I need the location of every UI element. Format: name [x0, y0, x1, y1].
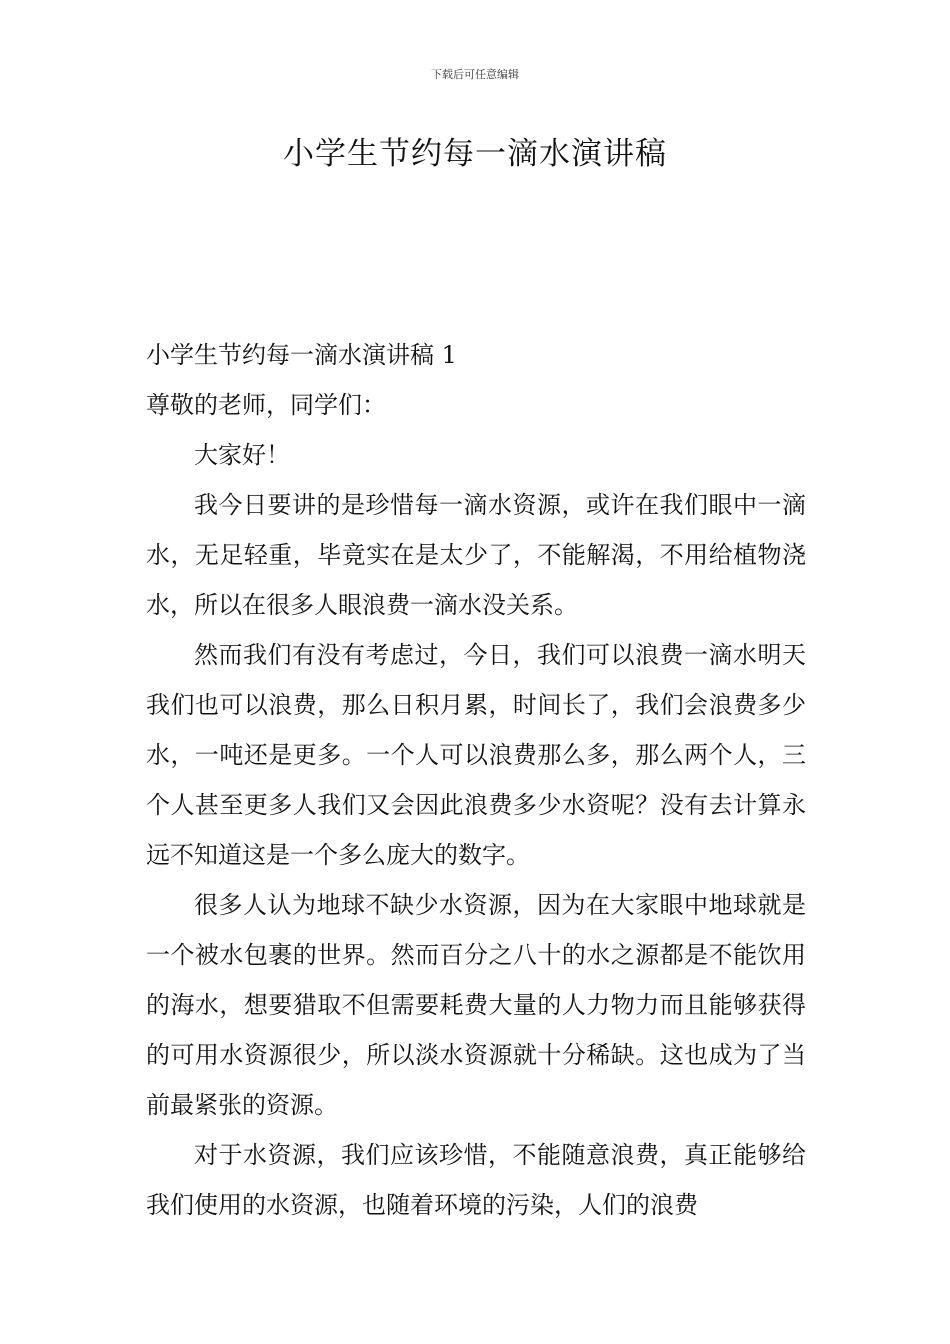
- paragraph: 我今日要讲的是珍惜每一滴水资源，或许在我们眼中一滴水，无足轻重，毕竟实在是太少了，不能解渴，不用给植物浇水，所以在很多人眼浪费一滴水没关系。: [146, 491, 806, 619]
- salutation: 尊敬的老师，同学们：: [146, 391, 386, 419]
- greeting: 大家好！: [194, 441, 290, 469]
- paragraph: 然而我们有没有考虑过，今日，我们可以浪费一滴水明天我们也可以浪费，那么日积月累，时间长了，我们会浪费多少水，一吨还是更多。一个人可以浪费那么多，那么两个人，三个人甚至更多人我们又会因此浪费多少水资呢？没有去计算永远不知道这是一个多么庞大的数字。: [146, 641, 806, 869]
- section-heading: 小学生节约每一滴水演讲稿 1: [146, 341, 457, 369]
- document-body: [146, 330, 806, 1230]
- header-note: 下载后可任意编辑: [431, 68, 519, 81]
- page-title: 小学生节约每一滴水演讲稿: [283, 136, 667, 172]
- paragraph: 很多人认为地球不缺少水资源，因为在大家眼中地球就是一个被水包裹的世界。然而百分之八十的水之源都是不能饮用的海水，想要猎取不但需要耗费大量的人力物力而且能够获得的可用水资源很少，所以淡水资源就十分稀缺。这也成为了当前最紧张的资源。: [146, 891, 806, 1119]
- paragraph: 对于水资源，我们应该珍惜，不能随意浪费，真正能够给我们使用的水资源，也随着环境的污染，人们的浪费: [146, 1141, 806, 1219]
